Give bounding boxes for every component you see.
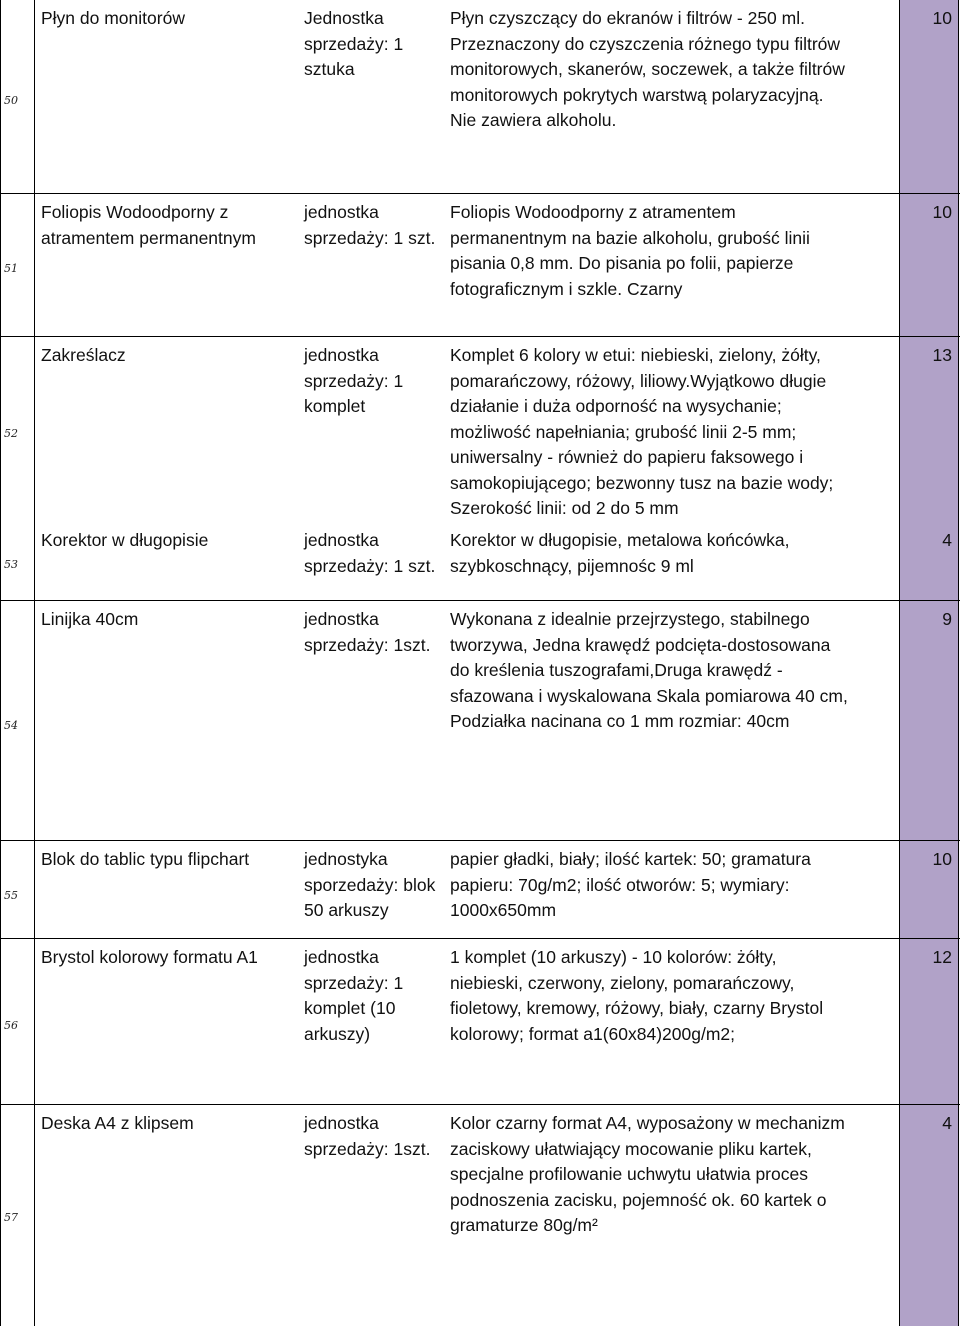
table-row (0, 600, 960, 840)
product-name: Korektor w długopisie (41, 530, 209, 550)
product-description: Korektor w długopisie, metalowa końcówka, szybkoschnący, pijemnośc 9 ml (450, 530, 790, 576)
product-description: 1 komplet (10 arkuszy) - 10 kolorów: żółty, niebieski, czerwony, zielony, pomarańczowy, fioletowy, kremowy, różowy, biały, czarny Brystol kolorowy; format a1(60x84)200g/m2; (450, 947, 824, 1044)
row-number: 52 (4, 427, 18, 440)
quantity: 13 (932, 345, 952, 365)
quantity: 10 (932, 8, 952, 28)
quantity: 10 (932, 202, 952, 222)
row-number: 56 (4, 1019, 18, 1032)
row-number: 51 (4, 262, 18, 275)
table-row (0, 522, 960, 600)
grid-line (958, 0, 959, 1326)
sales-unit: jednostka sprzedaży: 1 komplet (10 arkuszy) (304, 947, 404, 1044)
sales-unit: jednostyka sporzedaży: blok 50 arkuszy (304, 849, 436, 920)
grid-line (0, 0, 1, 1326)
sales-unit: jednostka sprzedaży: 1szt. (304, 1113, 431, 1159)
table-row (0, 1104, 960, 1326)
product-description: Komplet 6 kolory w etui: niebieski, zielony, żółty, pomarańczowy, różowy, liliowy.Wyjątkowo długie działanie i duża odporność na wysychanie; możliwość napełniania; grubość linii 2-5 mm; uniwersalny - również do papieru faksowego i samokopiującego; bezwonny tusz na bazie wody; Szerokość linii: od 2 do 5 mm (450, 345, 834, 518)
quantity: 4 (942, 1113, 952, 1133)
product-name: Blok do tablic typu flipchart (41, 849, 250, 869)
table-row (0, 193, 960, 336)
product-name: Zakreślacz (41, 345, 126, 365)
product-description: papier gładki, biały; ilość kartek: 50; gramatura papieru: 70g/m2; ilość otworów: 5; wymiary: 1000x650mm (450, 849, 811, 920)
product-name: Brystol kolorowy formatu A1 (41, 947, 258, 967)
sales-unit: jednostka sprzedaży: 1 szt. (304, 202, 436, 248)
product-description: Foliopis Wodoodporny z atramentem permanentnym na bazie alkoholu, grubość linii pisania 0,8 mm. Do pisania po folii, papierze fotograficznym i szkle. Czarny (450, 202, 810, 299)
product-description: Wykonana z idealnie przejrzystego, stabilnego tworzywa, Jedna krawędź podcięta-dostosowana do kreślenia tuszografami,Druga krawędź - sfazowana i wyskalowana Skala pomiarowa 40 cm, Podziałka nacinana co 1 mm rozmiar: 40cm (450, 609, 848, 731)
grid-line (899, 0, 900, 1326)
product-name: Płyn do monitorów (41, 8, 185, 28)
row-number: 55 (4, 889, 18, 902)
table-row (0, 840, 960, 938)
product-description: Płyn czyszczący do ekranów i filtrów - 250 ml. Przeznaczony do czyszczenia różnego typu filtrów monitorowych, skanerów, soczewek, a także filtrów monitorowych pokrytych warstwą polaryzacyjną. Nie zawiera alkoholu. (450, 8, 845, 130)
quantity: 10 (932, 849, 952, 869)
sales-unit: jednostka sprzedaży: 1 szt. (304, 530, 436, 576)
table-row (0, 0, 960, 183)
quantity: 4 (942, 530, 952, 550)
product-name: Foliopis Wodoodporny z atramentem permanentnym (41, 202, 256, 248)
table-row (0, 938, 960, 1104)
product-name: Deska A4 z klipsem (41, 1113, 194, 1133)
sales-unit: Jednostka sprzedaży: 1 sztuka (304, 8, 404, 79)
quantity: 12 (932, 947, 952, 967)
sales-unit: jednostka sprzedaży: 1 komplet (304, 345, 404, 416)
row-number: 57 (4, 1211, 18, 1224)
quantity: 9 (942, 609, 952, 629)
product-name: Linijka 40cm (41, 609, 139, 629)
row-number: 53 (4, 558, 18, 571)
grid-line (34, 0, 35, 1326)
row-number: 50 (4, 94, 18, 107)
sales-unit: jednostka sprzedaży: 1szt. (304, 609, 431, 655)
product-description: Kolor czarny format A4, wyposażony w mechanizm zaciskowy ułatwiający mocowanie pliku kartek, specjalne profilowanie uchwytu ułatwia proces podnoszenia zacisku, pojemność ok. 60 kartek o gramaturze 80g/m² (450, 1113, 845, 1235)
table-row (0, 336, 960, 522)
row-number: 54 (4, 719, 18, 732)
